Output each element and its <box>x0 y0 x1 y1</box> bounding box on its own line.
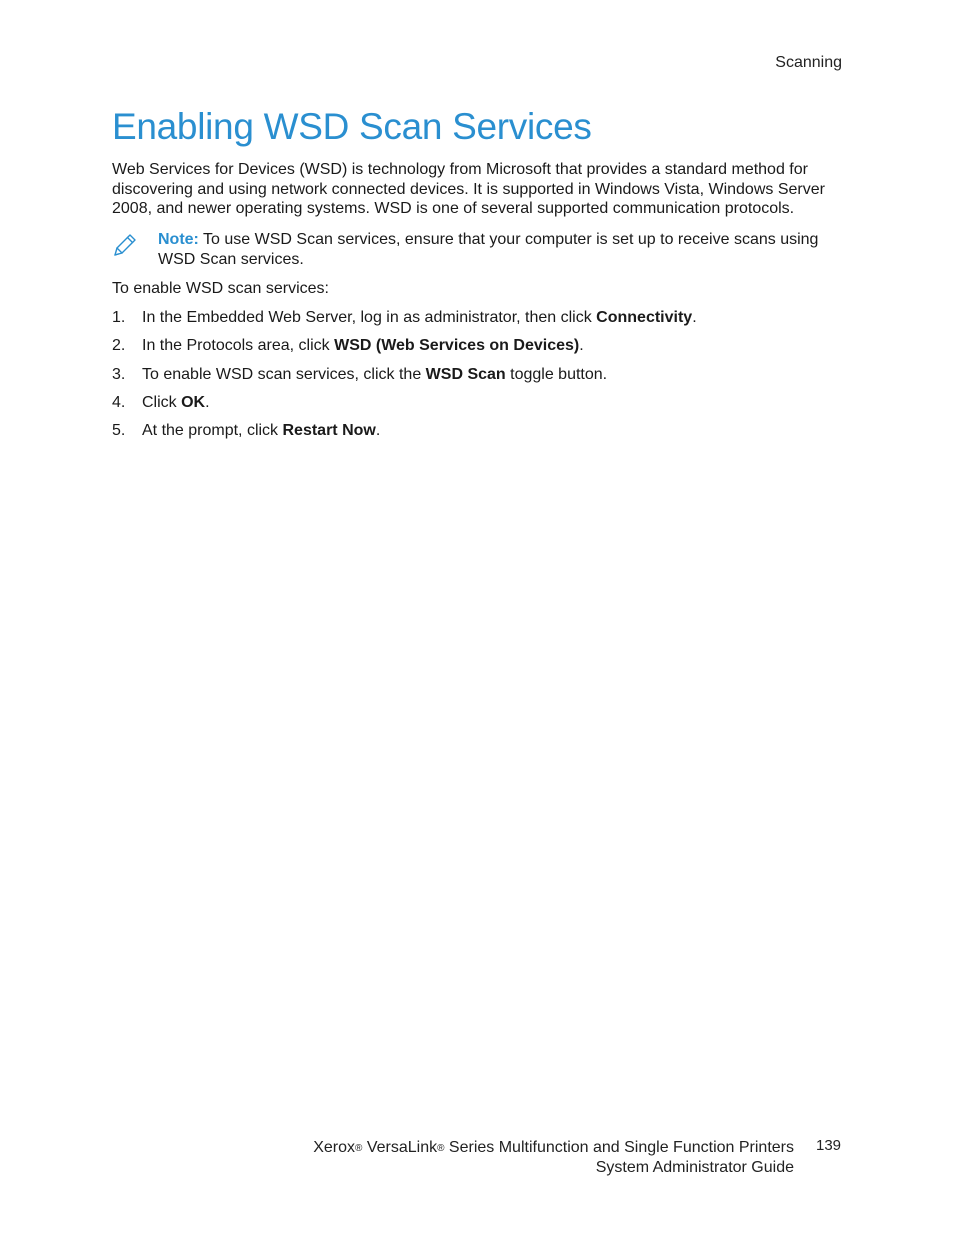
step-text-end: . <box>205 393 210 411</box>
step-bold: OK <box>181 393 206 411</box>
step-5 <box>112 421 697 449</box>
step-number: 3. <box>112 365 126 383</box>
pencil-icon <box>112 232 138 258</box>
step-4 <box>112 393 697 421</box>
step-number: 5. <box>112 422 126 440</box>
step-text: In the Embedded Web Server, log in as administrator, then click <box>142 309 597 326</box>
step-bold: Connectivity <box>596 309 693 326</box>
header-section-title: Scanning <box>775 54 842 71</box>
footer-registered-mark: ® <box>355 1143 363 1154</box>
step-1 <box>112 308 697 336</box>
step-number: 4. <box>112 393 126 411</box>
note-text <box>158 230 838 269</box>
step-3 <box>112 365 697 393</box>
intro-paragraph: Web Services for Devices (WSD) is technology from Microsoft that provides a standard method for discovering and using network connected devices. It is supported in Windows Vista, Windows Server 2008, and newer operating systems. WSD is one of several supported communication protocols. <box>112 161 825 217</box>
step-text: To enable WSD scan services, click the <box>142 365 426 383</box>
step-text: In the Protocols area, click <box>142 337 335 355</box>
step-text: Click <box>142 393 182 411</box>
step-text: At the prompt, click <box>142 422 283 440</box>
note-body: To use WSD Scan services, ensure that your computer is set up to receive scans using WSD Scan services. <box>158 231 819 268</box>
steps-list <box>112 308 697 449</box>
step-text-end: . <box>692 309 697 326</box>
page-title: Enabling WSD Scan Services <box>112 106 592 147</box>
step-bold: Restart Now <box>282 422 376 440</box>
footer-product: VersaLink <box>362 1139 438 1156</box>
step-text-end: . <box>375 422 381 440</box>
step-text-end: toggle button. <box>505 365 608 383</box>
footer-guide-title <box>313 1138 794 1177</box>
step-number: 2. <box>112 337 126 355</box>
step-number: 1. <box>112 309 126 326</box>
step-2 <box>112 336 697 364</box>
footer-line-2: System Administrator Guide <box>595 1158 794 1176</box>
note-label: Note: <box>158 231 199 248</box>
footer-line-1 <box>313 1138 794 1158</box>
steps-lead: To enable WSD scan services: <box>112 280 329 297</box>
page-number: 139 <box>816 1137 842 1154</box>
step-bold: WSD (Web Services on Devices) <box>334 337 580 355</box>
footer-series: Series Multifunction and Single Function Printers <box>444 1139 794 1156</box>
step-text-end: . <box>579 337 584 355</box>
step-bold: WSD Scan <box>425 365 506 383</box>
footer-brand: Xerox <box>313 1139 356 1156</box>
footer-registered-mark-2: ® <box>437 1143 445 1154</box>
